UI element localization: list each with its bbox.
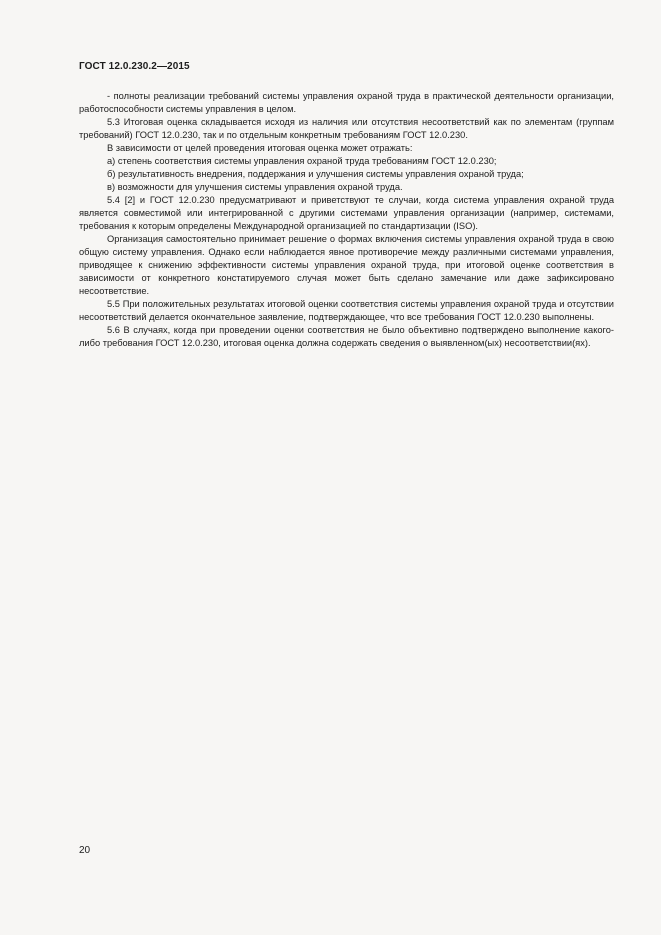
paragraph-5-5: 5.5 При положительных результатах итоговой оценки соответствия системы управления охраной труда и отсутствии несоответствий делается окончательное заявление, подтверждающее, что все требования ГОСТ 12.0.230 выполнены. xyxy=(79,299,614,322)
paragraph-5-3: 5.3 Итоговая оценка складывается исходя из наличия или отсутствия несоответствий как по элементам (группам требований) ГОСТ 12.0.230, так и по отдельным конкретным требованиям ГОСТ 12.0.230. xyxy=(79,117,614,140)
paragraph-5-6: 5.6 В случаях, когда при проведении оценки соответствия не было объективно подтверждено выполнение какого-либо требования ГОСТ 12.0.230, итоговая оценка должна содержать сведения о выявленном(ых) несоответствии(ях). xyxy=(79,325,614,348)
list-item-b: б) результативность внедрения, поддержания и улучшения системы управления охраной труда; xyxy=(107,169,524,179)
paragraph-completeness: - полноты реализации требований системы управления охраной труда в практической деятельности организации, работоспособности системы управления в целом. xyxy=(79,91,614,114)
list-item-a: а) степень соответствия системы управления охраной труда требованиям ГОСТ 12.0.230; xyxy=(107,156,497,166)
paragraph-goals-intro: В зависимости от целей проведения итоговая оценка может отражать: xyxy=(107,143,413,153)
paragraph-5-4: 5.4 [2] и ГОСТ 12.0.230 предусматривают и приветствуют те случаи, когда система управления охраной труда является совместимой или интегрированной с другими системами управления организации (например, системами, требования к которым определены Международной организацией по стандартизации (ISO). xyxy=(79,195,614,231)
page-number: 20 xyxy=(79,845,91,856)
list-item-c: в) возможности для улучшения системы управления охраной труда. xyxy=(107,182,403,192)
paragraph-organization: Организация самостоятельно принимает решение о формах включения системы управления охраной труда в свою общую систему управления. Однако если наблюдается явное противоречие между различными системами управления, приводящее к снижению эффективности системы управления охраной труда, при итоговой оценке соответствия в зависимости от конкретного констатируемого случая может быть сделано замечание или даже зафиксировано несоответствие. xyxy=(79,234,614,296)
document-header: ГОСТ 12.0.230.2—2015 xyxy=(79,61,190,72)
document-body xyxy=(79,90,614,350)
